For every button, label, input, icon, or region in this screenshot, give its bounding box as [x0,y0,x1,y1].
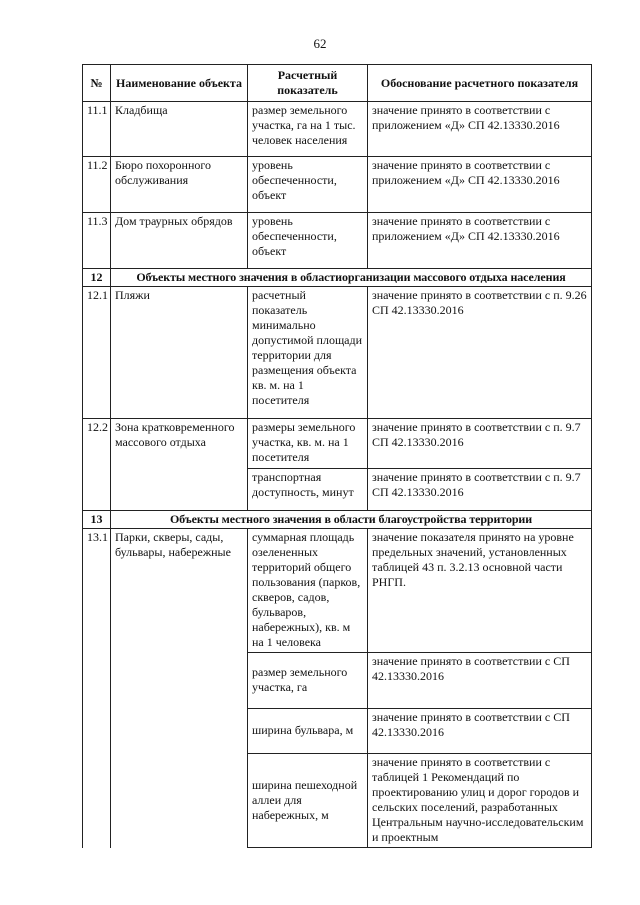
row-name: Кладбища [111,102,248,157]
table-row [83,213,592,269]
row-basis: значение принято в соответствии с приложением «Д» СП 42.13330.2016 [368,102,592,157]
section-row [83,269,592,287]
section-row [83,511,592,529]
row-indicator: размер земельного участка, га [248,653,368,709]
row-num: 11.3 [83,213,111,269]
row-basis: значение принято в соответствии с приложением «Д» СП 42.13330.2016 [368,157,592,213]
row-basis: значение принято в соответствии с приложением «Д» СП 42.13330.2016 [368,213,592,269]
section-title: Объекты местного значения в области благоустройства территории [111,511,592,529]
row-name: Парки, скверы, сады, бульвары, набережные [111,529,248,848]
row-num: 12.2 [83,419,111,511]
row-indicator: суммарная площадь озелененных территорий общего пользования (парков, скверов, садов, бульваров, набережных), кв. м на 1 человека [248,529,368,653]
table-row [83,287,592,419]
page-number: 62 [313,36,327,51]
row-num: 11.1 [83,102,111,157]
row-indicator: ширина бульвара, м [248,709,368,754]
row-indicator: уровень обеспеченности, объект [248,213,368,269]
regulation-table [82,64,592,848]
row-indicator: транспортная доступность, минут [248,469,368,511]
row-name: Пляжи [111,287,248,419]
row-num: 11.2 [83,157,111,213]
table-row [83,529,592,653]
section-num: 12 [83,269,111,287]
row-name: Зона кратковременного массового отдыха [111,419,248,511]
row-basis: значение принято в соответствии с СП 42.13330.2016 [368,709,592,754]
header-indicator: Расчетный показатель [248,65,368,102]
row-basis: значение принято в соответствии с п. 9.26 СП 42.13330.2016 [368,287,592,419]
row-num: 12.1 [83,287,111,419]
table-row [83,419,592,469]
row-name: Бюро похоронного обслуживания [111,157,248,213]
row-basis: значение принято в соответствии с СП 42.13330.2016 [368,653,592,709]
row-indicator: расчетный показатель минимально допустимой площади территории для размещения объекта кв. м. на 1 посетителя [248,287,368,419]
row-indicator: размеры земельного участка, кв. м. на 1 посетителя [248,419,368,469]
header-num: № [83,65,111,102]
section-title: Объекты местного значения в областиорганизации массового отдыха населения [111,269,592,287]
header-basis: Обоснование расчетного показателя [368,65,592,102]
row-num: 13.1 [83,529,111,848]
row-indicator: ширина пешеходной аллеи для набережных, м [248,754,368,848]
row-indicator: размер земельного участка, га на 1 тыс. человек населения [248,102,368,157]
row-basis: значение показателя принято на уровне предельных значений, установленных таблицей 43 п. 3.2.13 основной части РНГП. [368,529,592,653]
row-basis: значение принято в соответствии с таблицей 1 Рекомендаций по проектированию улиц и дорог городов и сельских поселений, разработанных Центральным научно-исследовательским и проектным [368,754,592,848]
row-name: Дом траурных обрядов [111,213,248,269]
table-row [83,102,592,157]
row-basis: значение принято в соответствии с п. 9.7 СП 42.13330.2016 [368,419,592,469]
table-header-row [83,65,592,102]
row-indicator: уровень обеспеченности, объект [248,157,368,213]
section-num: 13 [83,511,111,529]
table-row [83,157,592,213]
row-basis: значение принято в соответствии с п. 9.7 СП 42.13330.2016 [368,469,592,511]
header-name: Наименование объекта [111,65,248,102]
